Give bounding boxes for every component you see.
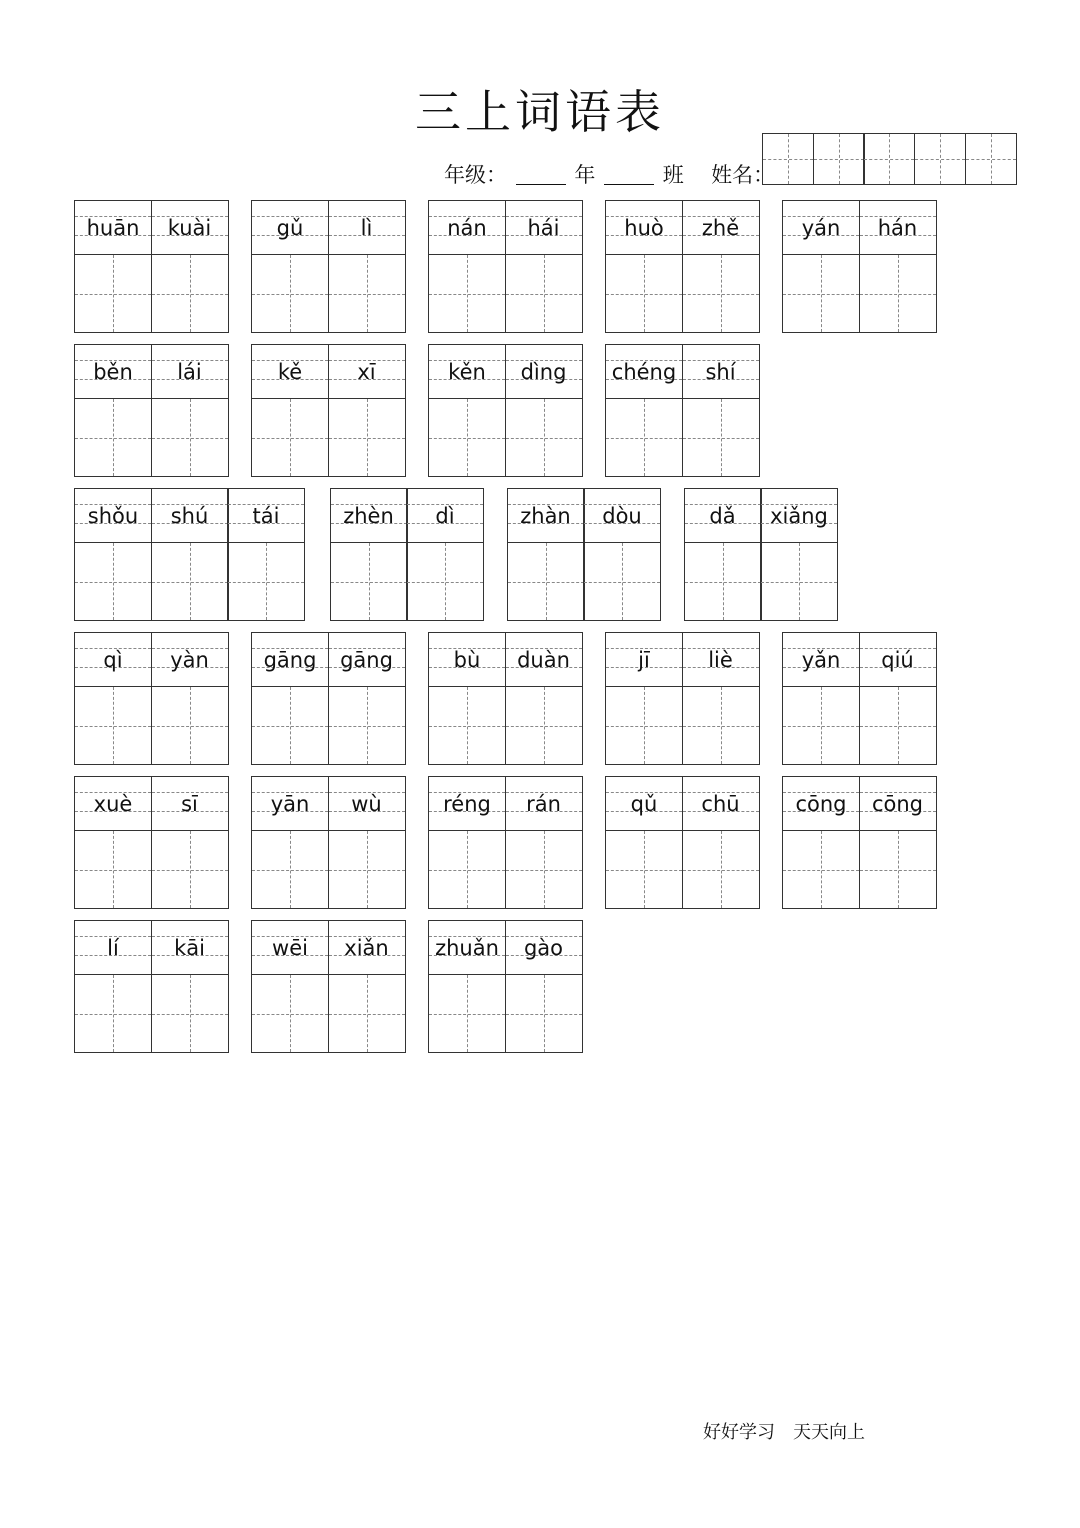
pinyin-text: xiǎn [344,935,389,960]
pinyin-text: qǔ [630,791,658,816]
char-cell [328,632,406,765]
name-cell[interactable] [965,133,1017,185]
char-cell [151,488,229,621]
pinyin-text: chéng [611,359,677,384]
writing-square[interactable] [505,686,583,765]
char-cell [605,200,683,333]
pinyin-cell [251,632,329,686]
pinyin-text: hán [877,215,918,240]
name-cell[interactable] [914,133,966,185]
char-cell [74,200,152,333]
writing-square[interactable] [328,974,406,1053]
pinyin-text: wēi [272,935,308,960]
pinyin-cell [682,632,760,686]
pinyin-cell [605,200,683,254]
writing-square[interactable] [251,398,329,477]
writing-square[interactable] [328,398,406,477]
word-box [782,632,935,765]
pinyin-cell [74,344,152,398]
writing-square[interactable] [251,254,329,333]
word-box [782,200,935,333]
pinyin-text: yàn [170,647,209,672]
pinyin-cell [251,200,329,254]
word-box [605,344,758,477]
pinyin-cell [328,776,406,830]
pinyin-text: shú [170,503,209,528]
writing-square[interactable] [505,254,583,333]
pinyin-text: zhàn [520,503,571,528]
pinyin-cell [74,776,152,830]
pinyin-text: rán [526,791,561,816]
char-cell [151,776,229,909]
writing-square[interactable] [74,686,152,765]
char-cell [605,776,683,909]
pinyin-text: lì [360,215,373,240]
word-box [428,776,581,909]
pinyin-text: zhèn [343,503,394,528]
pinyin-cell [251,920,329,974]
char-cell [505,344,583,477]
char-cell [760,488,838,621]
word-box [605,632,758,765]
char-cell [682,632,760,765]
pinyin-cell [227,488,305,542]
char-cell [330,488,408,621]
pinyin-cell [505,632,583,686]
pinyin-cell [428,776,506,830]
char-cell [74,488,152,621]
pinyin-text: dì [435,503,455,528]
pinyin-cell [428,344,506,398]
pinyin-text: zhě [701,215,740,240]
pinyin-cell [782,776,860,830]
writing-square[interactable] [74,398,152,477]
char-cell [151,632,229,765]
pinyin-text: shí [705,359,736,384]
word-box [74,632,227,765]
writing-square[interactable] [684,542,762,621]
pinyin-cell [859,200,937,254]
pinyin-cell [505,776,583,830]
class-label: 班 [662,163,684,187]
pinyin-text: zhuǎn [435,935,499,960]
pinyin-cell [328,200,406,254]
pinyin-cell [151,632,229,686]
pinyin-text: cōng [795,791,847,816]
writing-square[interactable] [782,254,860,333]
writing-square[interactable] [328,830,406,909]
word-box [74,344,227,477]
pinyin-cell [328,344,406,398]
pinyin-cell [760,488,838,542]
student-info [444,158,774,192]
char-cell [428,200,506,333]
writing-square[interactable] [151,542,229,621]
pinyin-cell [151,920,229,974]
pinyin-cell [505,200,583,254]
word-box [782,776,935,909]
pinyin-cell [507,488,585,542]
char-cell [251,632,329,765]
char-cell [151,344,229,477]
pinyin-cell [251,776,329,830]
pinyin-text: gǔ [276,215,304,240]
word-box [684,488,837,621]
pinyin-text: qì [103,647,123,672]
char-cell [428,632,506,765]
char-cell [227,488,305,621]
pinyin-text: xuè [93,791,133,816]
char-cell [328,200,406,333]
page-title: 三上词语表 [415,85,665,139]
pinyin-cell [151,488,229,542]
writing-square[interactable] [782,686,860,765]
word-box [605,200,758,333]
pinyin-cell [682,200,760,254]
pinyin-text: tái [252,503,280,528]
pinyin-text: kuài [167,215,212,240]
pinyin-text: kāi [174,935,205,960]
word-box [251,920,404,1053]
pinyin-text: jī [638,647,650,672]
pinyin-text: gāng [340,647,393,672]
pinyin-text: gāng [263,647,317,672]
char-cell [682,344,760,477]
writing-square[interactable] [428,254,506,333]
pinyin-text: nán [447,215,487,240]
char-cell [74,776,152,909]
writing-square[interactable] [74,254,152,333]
pinyin-cell [605,632,683,686]
pinyin-text: hái [527,215,560,240]
pinyin-text: lí [107,935,119,960]
char-cell [782,776,860,909]
word-box [428,200,581,333]
writing-square[interactable] [507,542,585,621]
char-cell [605,344,683,477]
writing-square[interactable] [605,254,683,333]
char-cell [251,776,329,909]
pinyin-text: sī [181,791,198,816]
pinyin-text: dìng [520,359,567,384]
writing-square[interactable] [227,542,305,621]
writing-square[interactable] [151,398,229,477]
writing-square[interactable] [682,686,760,765]
char-cell [328,344,406,477]
pinyin-cell [605,776,683,830]
pinyin-text: kě [277,359,303,384]
writing-square[interactable] [605,398,683,477]
writing-square[interactable] [428,974,506,1053]
char-cell [684,488,762,621]
pinyin-text: shǒu [87,503,139,528]
pinyin-cell [251,344,329,398]
pinyin-cell [583,488,661,542]
word-box [605,776,758,909]
writing-square[interactable] [682,398,760,477]
pinyin-text: gào [523,935,564,960]
char-cell [151,200,229,333]
pinyin-cell [151,200,229,254]
writing-square[interactable] [505,398,583,477]
writing-square[interactable] [328,254,406,333]
pinyin-cell [151,776,229,830]
writing-square[interactable] [605,686,683,765]
char-cell [505,632,583,765]
pinyin-text: qiú [881,647,914,672]
char-cell [74,632,152,765]
pinyin-text: xiǎng [770,503,828,528]
writing-square[interactable] [859,254,937,333]
writing-square[interactable] [682,830,760,909]
char-cell [782,632,860,765]
char-cell [605,632,683,765]
char-cell [251,344,329,477]
char-cell [406,488,484,621]
writing-square[interactable] [859,830,937,909]
char-cell [505,776,583,909]
word-box [74,776,227,909]
pinyin-cell [428,920,506,974]
char-cell [507,488,585,621]
writing-square[interactable] [406,542,484,621]
word-box [74,200,227,333]
pinyin-text: duàn [517,647,570,672]
pinyin-text: yān [270,791,310,816]
writing-square[interactable] [74,830,152,909]
writing-square[interactable] [505,974,583,1053]
char-cell [328,920,406,1053]
pinyin-text: yǎn [801,647,841,672]
writing-square[interactable] [859,686,937,765]
pinyin-cell [328,632,406,686]
char-cell [74,920,152,1053]
word-box [251,344,404,477]
pinyin-text: lái [177,359,202,384]
writing-square[interactable] [151,974,229,1053]
pinyin-cell [782,632,860,686]
writing-square[interactable] [74,974,152,1053]
word-box [251,632,404,765]
pinyin-text: wù [351,791,382,816]
pinyin-text: cōng [871,791,924,816]
pinyin-text: dǎ [709,503,736,528]
char-cell [428,344,506,477]
pinyin-text: dòu [602,503,642,528]
word-box [507,488,660,621]
name-cell[interactable] [813,133,865,185]
char-cell [505,200,583,333]
year-blank[interactable] [516,158,566,185]
name-grid[interactable] [763,133,1017,185]
pinyin-text: kěn [448,359,486,384]
pinyin-cell [682,344,760,398]
char-cell [782,200,860,333]
char-cell [74,344,152,477]
writing-square[interactable] [428,830,506,909]
class-blank[interactable] [604,158,654,185]
char-cell [428,920,506,1053]
pinyin-cell [74,920,152,974]
char-cell [251,200,329,333]
writing-square[interactable] [328,686,406,765]
char-cell [328,776,406,909]
pinyin-cell [428,632,506,686]
name-cell[interactable] [762,133,814,185]
pinyin-cell [74,200,152,254]
pinyin-cell [859,632,937,686]
writing-square[interactable] [151,254,229,333]
name-label: 姓名： [711,163,775,187]
pinyin-text: bù [453,647,481,672]
word-box [251,776,404,909]
char-cell [859,632,937,765]
pinyin-text: chū [701,791,740,816]
pinyin-cell [859,776,937,830]
writing-square[interactable] [74,542,152,621]
pinyin-cell [151,344,229,398]
writing-square[interactable] [760,542,838,621]
pinyin-cell [782,200,860,254]
writing-square[interactable] [605,830,683,909]
writing-square[interactable] [428,398,506,477]
pinyin-text: xī [357,359,376,384]
word-box [428,632,581,765]
writing-square[interactable] [151,830,229,909]
pinyin-cell [330,488,408,542]
char-cell [505,920,583,1053]
pinyin-text: réng [443,791,491,816]
writing-square[interactable] [583,542,661,621]
pinyin-text: yán [801,215,841,240]
pinyin-cell [605,344,683,398]
writing-square[interactable] [251,830,329,909]
pinyin-cell [684,488,762,542]
char-cell [859,776,937,909]
pinyin-cell [505,920,583,974]
char-cell [151,920,229,1053]
writing-square[interactable] [505,830,583,909]
pinyin-text: huān [86,215,140,240]
word-box [330,488,483,621]
grade-label: 年级： [444,163,507,187]
writing-square[interactable] [782,830,860,909]
pinyin-cell [682,776,760,830]
writing-square[interactable] [428,686,506,765]
pinyin-text: huò [624,215,664,240]
year-label: 年 [574,163,596,187]
footer-motto: 好好学习 天天向上 [703,1422,865,1443]
writing-square[interactable] [151,686,229,765]
name-cell[interactable] [863,133,915,185]
writing-square[interactable] [251,974,329,1053]
char-cell [682,776,760,909]
pinyin-cell [74,488,152,542]
pinyin-cell [74,632,152,686]
char-cell [682,200,760,333]
writing-square[interactable] [682,254,760,333]
writing-square[interactable] [251,686,329,765]
pinyin-text: běn [93,359,133,384]
word-box [428,920,581,1053]
writing-square[interactable] [330,542,408,621]
char-cell [428,776,506,909]
word-box [74,488,304,621]
word-box [74,920,227,1053]
pinyin-text: liè [708,647,733,672]
char-cell [583,488,661,621]
pinyin-cell [328,920,406,974]
word-box [428,344,581,477]
pinyin-cell [428,200,506,254]
pinyin-cell [406,488,484,542]
char-cell [251,920,329,1053]
word-box [251,200,404,333]
pinyin-cell [505,344,583,398]
char-cell [859,200,937,333]
